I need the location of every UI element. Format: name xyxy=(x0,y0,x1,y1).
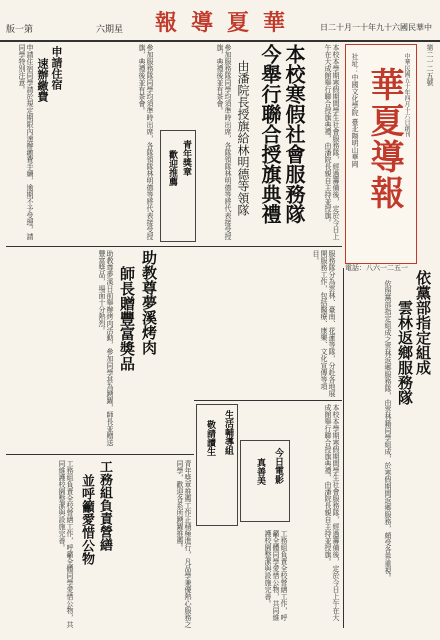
headline-mid-line1: 助教尊夢溪烤肉 xyxy=(140,250,158,355)
section-rule xyxy=(6,246,342,247)
article-dorm: 申請住宿同學請於規定期限內速辦繳費手續，逾期不予受理，請同學特別注意。 xyxy=(18,44,34,240)
headline-low-line2: 並呼籲愛惜公物 xyxy=(79,474,94,565)
article-yunlin: 依照黨部指定組成之雲林返鄉服務隊，由雲林籍同學組成，於寒假期間返鄉服務，頗受各界重視。 xyxy=(384,280,392,581)
headline-low-line1: 工務組負責營繕 xyxy=(97,460,112,551)
header-paper-name: 報導夏華 xyxy=(155,10,300,36)
column-rule xyxy=(343,268,344,628)
masthead-name: 華夏導報 xyxy=(364,67,404,211)
header-date: 日二十月一十年九十六國民華中 xyxy=(320,23,432,32)
headline-left-line2: 速辦繳費 xyxy=(36,58,49,102)
article-works-2: 青年獎章推薦工作正積極進行，凡品學兼優熱心服務之同學，歡迎各系所踴躍推薦。 xyxy=(176,460,192,628)
edition-label: 版一第 xyxy=(6,25,34,35)
masthead-registration: 中華民國五十年四月十六日創刊 xyxy=(403,53,410,137)
headline-main-line1: 本校寒假社會服務隊 xyxy=(282,44,306,224)
issue-number: 第二一二五號 xyxy=(426,44,434,86)
headline-mid-line2: 師長贈豐富獎品 xyxy=(118,266,136,371)
article-main-text-2: 參加服務隊同學均須準時出席，各隊領隊林明德等將代表接受授旗，典禮後並有茶會。 xyxy=(216,44,232,240)
headline-main-line2: 今舉行聯合授旗典禮 xyxy=(258,44,282,224)
article-left-top: 參加服務隊同學均須準時出席，各隊領隊林明德等將代表接受授旗，典禮後並有茶會。 xyxy=(138,44,154,240)
youth-medal-title: 青年獎章 xyxy=(181,140,191,176)
masthead xyxy=(345,44,417,264)
section-rule-2 xyxy=(6,454,194,455)
masthead-address: 社址：中國文化學院 臺北陽明山華岡 xyxy=(351,53,359,168)
weekday-label: 六期星 xyxy=(96,25,124,35)
movie-name: 真善美 xyxy=(255,458,265,485)
article-bbq: 助教尊夢溪日前舉辦烤肉活動，參加同學甚為踴躍，師長並贈送豐富獎品，場面十分熱烈。 xyxy=(98,250,114,446)
movie-title: 今日電影 xyxy=(273,448,283,484)
article-works: 工務組負責全校營繕工作，呼籲全體同學愛惜公物，共同維護校園整潔與設施完善。 xyxy=(58,460,74,628)
welcome-title: 歡迎推薦 xyxy=(167,150,177,186)
headline-main-sub: 由潘院長授旗給林明德等領隊 xyxy=(236,60,250,216)
article-bottom-mid: 工務組負責全校營繕工作，呼籲全體同學愛惜公物，共同維護校園整潔與設施完善。 xyxy=(264,530,288,621)
article-contest: 本校本學期寒假期間學生社會服務隊，經過籌備後，定於今日上午在大成館舉行聯合授旗典禮，由潘院長親自主持並授旗。 xyxy=(324,404,340,621)
section-rule-3 xyxy=(194,400,342,401)
article-service-teams: 服務隊分為雲林、臺南、花蓮等隊，分赴各地展開服務工作，包括醫療、康樂、文化宣傳等項目。 xyxy=(312,250,336,397)
headline-left-line1: 申請住宿 xyxy=(50,46,63,90)
headline-right-line2: 雲林返鄉服務隊 xyxy=(396,300,414,405)
page-header xyxy=(0,0,440,42)
life-guidance-title: 生活輔導組 xyxy=(223,410,233,455)
notice-title: 敬請讀生 xyxy=(205,420,215,456)
masthead-phone: 電話：八六一二五一 xyxy=(345,264,408,272)
article-main-text: 本校本學期寒假期間學生社會服務隊，經過籌備後，定於今日上午在大成館舉行聯合授旗典禮，由潘院長親自主持並授旗。 xyxy=(324,44,340,240)
headline-right-line1: 依黨部指定組成 xyxy=(414,270,432,375)
